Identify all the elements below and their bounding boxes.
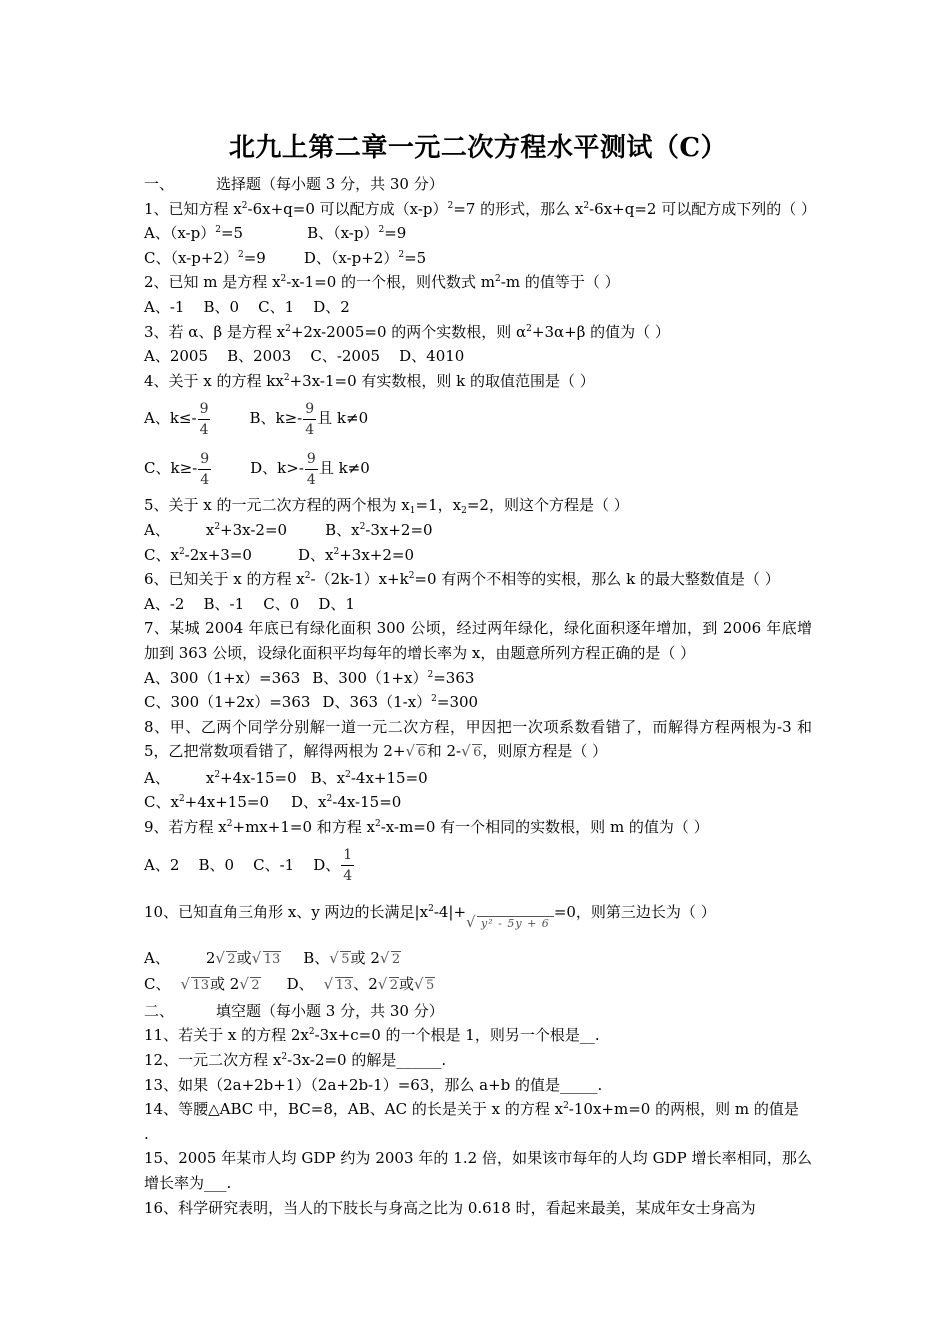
question-3-options: A、2005 B、2003 C、-2005 D、4010: [144, 347, 465, 366]
question-6: 6、已知关于 x 的方程 $x^2-(2k-1)x+k^2=0$ 有两个不相等的实根，那么 k 的最大整数值是（ ）: [144, 570, 780, 589]
radical-sign: √: [215, 948, 225, 967]
section-number: 二、: [144, 1001, 175, 1020]
sqrt-6: √ 6: [461, 741, 482, 766]
sqrt-5: √ 5: [414, 974, 435, 999]
question-1-options-ab: A、$(x-p)^2=5$ B、$(x-p)^2=9$: [144, 224, 407, 243]
fraction: $\frac{1}{4}$: [343, 847, 353, 885]
radical-sign: √: [466, 912, 476, 931]
fraction: $\frac{9}{4}$: [305, 400, 315, 438]
question-4-options-ab: A、k≤- $\frac{9}{4}$ B、k≥- $\frac{9}{4}$ 且 k≠0: [144, 400, 369, 438]
question-8-options-cd: C、$x^2+4x+15=0$ D、$x^2-4x-15=0$: [144, 793, 402, 812]
radical-sign: √: [239, 975, 249, 994]
page-title: 北九上第二章一元二次方程水平测试（C）: [228, 133, 728, 163]
document-page: [144, 128, 816, 1220]
sqrt-2: √ 2: [380, 948, 401, 973]
sqrt-13: √ 13: [180, 974, 210, 999]
radical-sign: √: [323, 975, 334, 994]
question-12: 12、一元二次方程 $x^2-3x-2=0$ 的解是______.: [144, 1051, 447, 1070]
question-3: 3、若 α、β 是方程 $x^2+2x-2005=0$ 的两个实数根，则 $\alpha^2+3\alpha+\beta$ 的值为（ ）: [144, 322, 670, 341]
radical-sign: √: [379, 948, 390, 967]
sqrt-2: √ 2: [239, 974, 260, 999]
radical-sign: √: [329, 948, 339, 967]
question-5-options-cd: C、$x^2-2x+3=0$ D、$x^2+3x+2=0$: [144, 545, 414, 564]
answer-blank[interactable]: ___: [204, 1174, 227, 1192]
sqrt-6: √ 6: [405, 741, 426, 766]
fraction: $\frac{9}{4}$: [306, 450, 316, 488]
question-9-options: A、2 B、0 C、-1 D、 $\frac{1}{4}$: [144, 847, 353, 885]
radical-sign: √: [414, 975, 424, 994]
fraction: $\frac{9}{4}$: [200, 450, 210, 488]
radical-sign: √: [251, 948, 262, 967]
question-2: 2、已知 m 是方程 $x^2-x-1=0$ 的一个根，则代数式 $m^2-m$ 的值等于（ ）: [144, 273, 620, 292]
sqrt-2: √ 2: [215, 948, 236, 973]
answer-blank[interactable]: __: [579, 1026, 595, 1045]
answer-blank[interactable]: _____: [560, 1075, 598, 1094]
question-4: 4、关于 x 的方程 $kx^2+3x-1=0$ 有实数根，则 k 的取值范围是（ ）: [144, 371, 595, 390]
question-6-options: A、-2 B、-1 C、0 D、1: [144, 594, 355, 613]
question-16: 16、科学研究表明，当人的下肢长与身高之比为 0.618 时，看起来最美，某成年女士身高为: [144, 1198, 756, 1217]
question-5-options-ab: A、 $x^2+3x-2=0$ B、$x^2-3x+2=0$: [144, 520, 433, 539]
question-13: 13、如果（2a+2b+1）（2a+2b-1）=63，那么 a+b 的值是_____.: [144, 1075, 603, 1094]
question-4-options-cd: C、k≥- $\frac{9}{4}$ D、k>- $\frac{9}{4}$ 且 k≠0: [144, 450, 370, 488]
radical-sign: √: [405, 742, 415, 761]
question-14: 14、等腰△ABC 中，BC=8，AB、AC 的长是关于 x 的方程 $x^2-10x+m=0$ 的两根，则 m 的值是 .: [144, 1100, 799, 1143]
question-2-options: A、-1 B、0 C、1 D、2: [144, 297, 350, 316]
question-7: 7、某城 2004 年底已有绿化面积 300 公顷，经过两年绿化，绿化面积逐年增加，到 2006 年底增加到 363 公顷，设绿化面积平均每年的增长率为 x，由题意所列方程正确的是（ ）: [144, 619, 812, 662]
question-1-options-cd: C、$(x-p+2)^2=9$ D、$(x-p+2)^2=5$: [144, 248, 427, 267]
question-9: 9、若方程 $x^2+mx+1=0$ 和方程 $x^2-x-m=0$ 有一个相同的实数根，则 m 的值为（ ）: [144, 818, 709, 837]
question-8: 8、甲、乙两个同学分别解一道一元二次方程，甲因把一次项系数看错了，而解得方程两根为-3 和 5，乙把常数项看错了，解得两根为 2+ √ 6和 2- √ 6，则原方程是（ ）: [144, 715, 812, 766]
radical-sign: √: [180, 975, 191, 994]
section-title: 填空题（每小题 3 分，共 30 分）: [216, 1001, 444, 1020]
sqrt-13: √ 13: [324, 974, 354, 999]
question-7-options-cd: C、300（1+2x）=363 D、$363(1-x)^2=300$: [144, 693, 479, 712]
sqrt-expression: √ y² - 5y + 6: [466, 902, 554, 946]
radical-sign: √: [377, 975, 388, 994]
fraction: $\frac{9}{4}$: [199, 400, 209, 438]
question-15: 15、2005 年某市人均 GDP 约为 2003 年的 1.2 倍，如果该市每年的人均 GDP 增长率相同，那么增长率为___.: [144, 1149, 812, 1192]
question-10-options-cd: C、 √ 13或 2 √ 2 D、 √ 13、2 √ 2或 √ 5: [144, 972, 812, 999]
question-11: 11、若关于 x 的方程 $2x^2-3x+c=0$ 的一个根是 1，则另一个根是__.: [144, 1026, 600, 1045]
question-10-options-ab: A、 2 √ 2或 √ 13 B、 √ 5或 2 √ 2: [144, 946, 812, 973]
section-number: 一、: [144, 175, 175, 193]
answer-blank[interactable]: ______: [396, 1051, 442, 1070]
sqrt-2: √ 2: [378, 974, 399, 999]
question-10: 10、已知直角三角形 x、y 两边的长满足$|x^2-4|+$ √ y² - 5y + 6=0，则第三边长为（ ）: [144, 890, 812, 946]
question-7-options-ab: A、300（1+x）=363 B、$300(1+x)^2=363$: [144, 668, 475, 687]
sqrt-5: √ 5: [329, 948, 350, 973]
section-1-heading: [144, 172, 812, 197]
sqrt-13: √ 13: [252, 948, 282, 973]
section-2-heading: [144, 999, 812, 1024]
question-5: 5、关于 x 的一元二次方程的两个根为 $x_1=1$，$x_2=2$，则这个方程是（ ）: [144, 496, 629, 517]
question-1: 1、已知方程 $x^2-6x+q=0$ 可以配方成$(x-p)^2=7$ 的形式，那么 $x^2-6x+q=2$ 可以配方成下列的（ ）: [144, 199, 816, 218]
question-8-options-ab: A、 $x^2+4x-15=0$ B、$x^2-4x+15=0$: [144, 768, 428, 787]
section-title: 选择题（每小题 3 分，共 30 分）: [216, 175, 444, 193]
radical-sign: √: [461, 742, 471, 761]
